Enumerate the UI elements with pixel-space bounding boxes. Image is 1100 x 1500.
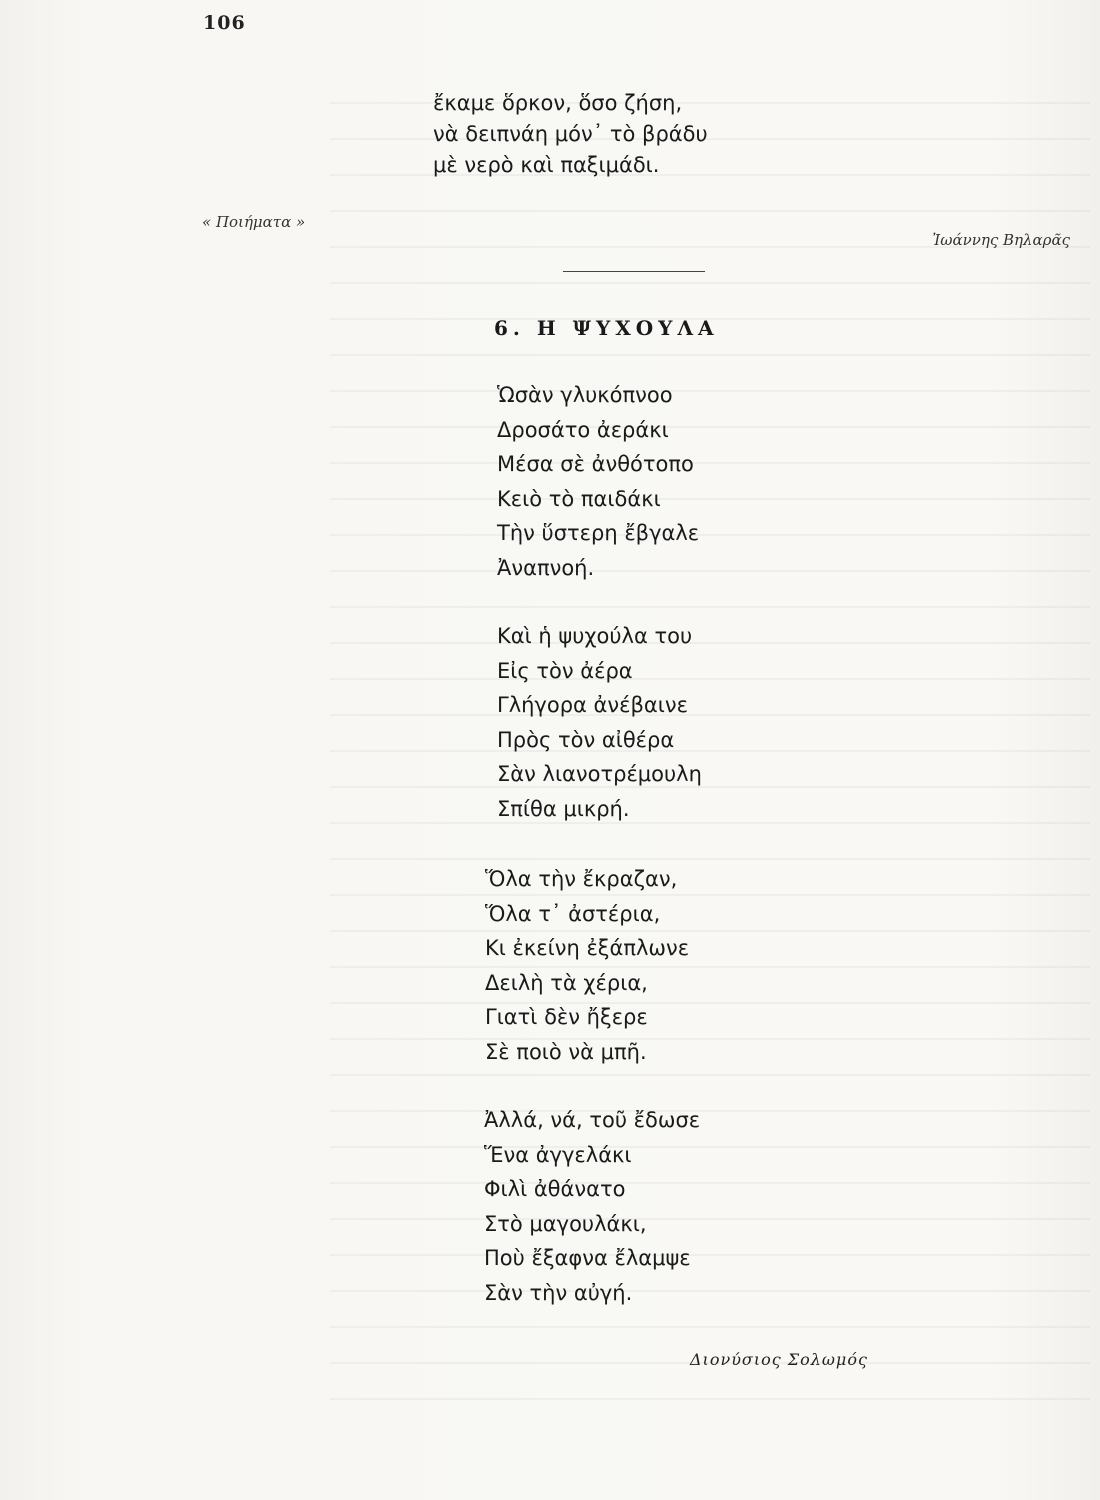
previous-poem-ending — [433, 88, 708, 181]
verse-line: Σὰν τὴν αὐγή. — [484, 1280, 633, 1305]
verse-line: Ὅλα τ᾿ ἀστέρια, — [485, 901, 661, 926]
verse-line: Ὡσὰν γλυκόπνοο — [497, 383, 673, 407]
verse-line: Δροσάτο ἀεράκι — [497, 417, 669, 442]
poem-author: Διονύσιος Σολωμός — [690, 1350, 868, 1369]
stanza — [484, 1103, 700, 1310]
verse-line: Γλήγορα ἀνέβαινε — [497, 693, 688, 717]
verse-line: Πρὸς τὸν αἰθέρα — [497, 727, 675, 752]
verse-line: Γιατὶ δὲν ἤξερε — [485, 1005, 648, 1029]
verse-line: Καὶ ἡ ψυχούλα του — [497, 624, 693, 648]
bleed-through-texture — [330, 80, 1090, 1400]
verse-line: Μέσα σὲ ἀνθότοπο — [497, 452, 694, 476]
verse-line: Ὅλα τὴν ἔκραζαν, — [485, 867, 678, 891]
verse-line: Ἕνα ἀγγελάκι — [484, 1142, 632, 1167]
verse-line: νὰ δειπνάη μόν᾿ τὸ βράδυ — [433, 122, 708, 146]
stanza — [497, 619, 702, 826]
verse-line: μὲ νερὸ καὶ παξιμάδι. — [433, 153, 660, 177]
verse-line: ἔκαμε ὅρκον, ὅσο ζήση, — [433, 91, 683, 115]
verse-line: Εἰς τὸν ἀέρα — [497, 658, 633, 683]
previous-poem-author: Ἰωάννης Βηλαρᾶς — [932, 231, 1070, 249]
verse-line: Τὴν ὕστερη ἔβγαλε — [497, 521, 700, 545]
stanza — [497, 378, 699, 585]
page-number: 106 — [203, 12, 246, 34]
verse-line: Ἀναπνοή. — [497, 555, 595, 580]
verse-line: Στὸ μαγουλάκι, — [484, 1211, 647, 1236]
stanza — [485, 862, 689, 1069]
verse-line: Κι ἐκείνη ἐξάπλωνε — [485, 936, 690, 960]
verse-line: Δειλὴ τὰ χέρια, — [485, 970, 648, 995]
verse-line: Ἀλλά, νά, τοῦ ἔδωσε — [484, 1108, 701, 1132]
verse-line: Σπίθα μικρή. — [497, 796, 630, 821]
verse-line: Ποὺ ἔξαφνα ἔλαμψε — [484, 1246, 691, 1270]
verse-line: Σὲ ποιὸ νὰ μπῆ. — [485, 1039, 647, 1064]
source-label: « Ποιήματα » — [202, 213, 306, 231]
verse-line: Φιλὶ ἀθάνατο — [484, 1177, 626, 1201]
verse-line: Κειὸ τὸ παιδάκι — [497, 486, 661, 511]
section-divider — [563, 271, 705, 272]
verse-line: Σὰν λιανοτρέμουλη — [497, 762, 702, 786]
poem-title: 6. Η ΨΥΧΟΥΛΑ — [494, 316, 719, 340]
